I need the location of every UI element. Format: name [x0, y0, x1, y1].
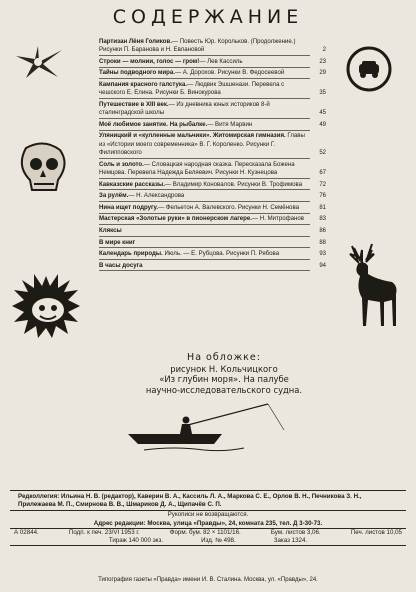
toc-entry-page: 67 [319, 169, 326, 176]
cover-note-heading: На обложке: [187, 352, 261, 363]
toc-entry-title: Путешествие в XIII век. [99, 100, 169, 108]
toc-entry-title: Тайны подводного мира. [99, 69, 175, 77]
toc-entry-title: Строки — молнии, голос — гром! [99, 57, 200, 65]
toc-entry-desc: — Витя Марвин [207, 120, 253, 128]
toc-entry-page: 49 [319, 121, 326, 128]
toc-entry[interactable] [99, 250, 326, 260]
toc-entry-page: 83 [319, 216, 326, 223]
cover-note [140, 353, 308, 395]
toc-entry[interactable] [99, 227, 326, 237]
toc-entry-page: 52 [319, 150, 326, 157]
toc-entry-page: 93 [319, 251, 326, 258]
cover-note-line: «Из глубин моря». На палубе [159, 374, 289, 384]
toc-entry-title: Нина ищет подругу. [99, 203, 159, 211]
print-detail: Тираж 140 000 экз. [108, 537, 164, 545]
toc-entry-desc: — Н. Александрова [128, 192, 185, 200]
toc-entry-desc: — Из дневника юных историков 8-й сталинградской школы [99, 100, 270, 117]
imprint [0, 490, 416, 546]
toc-entry-title: Кампания красного галстука. [99, 81, 188, 89]
toc-entry[interactable] [99, 38, 326, 56]
printer-line: Типография газеты «Правда» имени И. В. Сталина. Москва, ул. «Правды», 24. [98, 577, 318, 583]
toc-entry[interactable] [99, 121, 326, 131]
ink-blot-face-illustration [8, 268, 84, 344]
toc-entry-desc: — Людвик Эшшенази. Перевела с чешского Е. Елина. Рисунки Б. Винокурова [99, 81, 285, 97]
cover-note-line: рисунок Н. Кольчицкого [170, 363, 278, 374]
print-detail: Печ. листов 10,05 [350, 528, 402, 536]
toc-entry[interactable] [99, 262, 326, 272]
car-badge-illustration [346, 46, 392, 92]
toc-entry-desc: Июль. — Е. Рубцова. Рисунки П. Рябова [164, 250, 280, 258]
toc-entry-title: Кляксы [99, 226, 122, 234]
toc-entry-page: 94 [319, 262, 326, 269]
toc-entry[interactable] [99, 161, 326, 179]
starfish-illustration [12, 44, 66, 80]
cover-note-line: научно-исследовательского судна. [145, 384, 303, 395]
toc-entry-page: 45 [319, 110, 326, 117]
toc-entry-title: Мастерская «Золотые руки» в пионерском лагере. [99, 215, 252, 223]
toc-entry-page: 29 [319, 70, 326, 77]
toc-entry-desc: — Н. Митрофанов [252, 215, 305, 223]
rowing-boat-illustration [124, 400, 290, 456]
toc-entry-desc: — Владимир Коновалов. Рисунки В. Трофимова [164, 180, 303, 188]
toc-entry-desc: — Лев Кассиль [199, 57, 243, 65]
skull-illustration [14, 140, 72, 196]
toc-entry[interactable] [99, 81, 326, 99]
print-details-row [14, 537, 402, 545]
toc-entry-desc: — А. Дорохов. Рисунки В. Федосеевой [174, 69, 285, 77]
toc-entry-title: В мире книг [99, 238, 136, 246]
print-detail: Изд. № 498. [201, 537, 236, 545]
toc-entry-page: 23 [319, 58, 326, 65]
editorial-address: Адрес редакции: Москва, улица «Правды», 24, комната 235, тел. Д 3-30-73. [93, 519, 323, 527]
divider [10, 490, 406, 491]
toc-entry-desc: — Повесть Юр. Корольков. (Продолжение.) Рисунки П. Баранова и Н. Евлановой [99, 38, 296, 54]
print-detail: Форм. бум. 82 × 1101/16. [169, 528, 241, 536]
toc-entry-page: 86 [319, 227, 326, 234]
editorial-board: Редколлегия: Ильина Н. В. (редактор), Каверин В. А., Кассиль Л. А., Маркова С. Е., Орлов В. Н., Печникова З. Н., Прилежаева М. П., Смирнова В. В., Шмариков Д. А., Щипачёв С. П. [18, 493, 362, 509]
toc-entry-desc: — Фельетон А. Валевского. Рисунки Н. Семёнова [158, 203, 299, 211]
divider [10, 545, 406, 546]
print-detail: А 02844. [14, 528, 39, 536]
toc-entry[interactable] [99, 239, 326, 249]
toc-entry-title: Партизан Лёня Голиков. [99, 38, 172, 45]
toc-entry[interactable] [99, 192, 326, 202]
deer-illustration [338, 240, 404, 332]
toc-entry-desc: — Словацкая народная сказка. Пересказала Божена Немцова. Перевела Надежда Беляевич. Рисунки Н. Кузнецова [99, 160, 295, 176]
toc-entry[interactable] [99, 204, 326, 214]
toc-entry[interactable] [99, 215, 326, 225]
toc-entry-title: Моё любимое занятие. На рыбалке. [99, 120, 208, 128]
toc-entry-page: 2 [322, 47, 326, 54]
toc-entry-page: 88 [319, 239, 326, 246]
toc-entry-desc: Главы из «Истории моего современника» В. Г. Короленко. Рисунки Г. Филипповского [99, 132, 305, 157]
toc-entry[interactable] [99, 132, 326, 158]
toc-entry-page: 81 [319, 204, 326, 211]
print-detail: Подп. к печ. 23/VI 1953 г. [68, 528, 140, 536]
print-details-row [14, 529, 402, 537]
print-detail: Бум. листов 3,06. [270, 528, 321, 536]
toc-entry-page: 72 [319, 181, 326, 188]
toc-entry[interactable] [99, 101, 326, 119]
toc-entry-title: Соль и золото. [99, 160, 144, 168]
toc-entry[interactable] [99, 58, 326, 68]
toc-entry-page: 35 [319, 90, 326, 97]
manuscripts-note: Рукописи не возвращаются. [167, 511, 249, 519]
toc-entry-title: В часы досуга [99, 261, 143, 269]
toc-entry[interactable] [99, 69, 326, 79]
page-title: СОДЕРЖАНИЕ [112, 6, 304, 28]
print-detail: Заказ 1324. [273, 537, 308, 545]
toc-entry-title: Кавказские рассказы. [99, 180, 165, 188]
toc-entry[interactable] [99, 181, 326, 191]
toc-entry-page: 76 [319, 193, 326, 200]
toc-entry-title: Календарь природы. [99, 250, 163, 258]
toc-entry-title: За рулём. [99, 192, 129, 200]
toc-entry-title: Уляницкий и «кулленные мальчики». Житомирская гимназия. [99, 132, 286, 140]
table-of-contents [99, 38, 326, 273]
